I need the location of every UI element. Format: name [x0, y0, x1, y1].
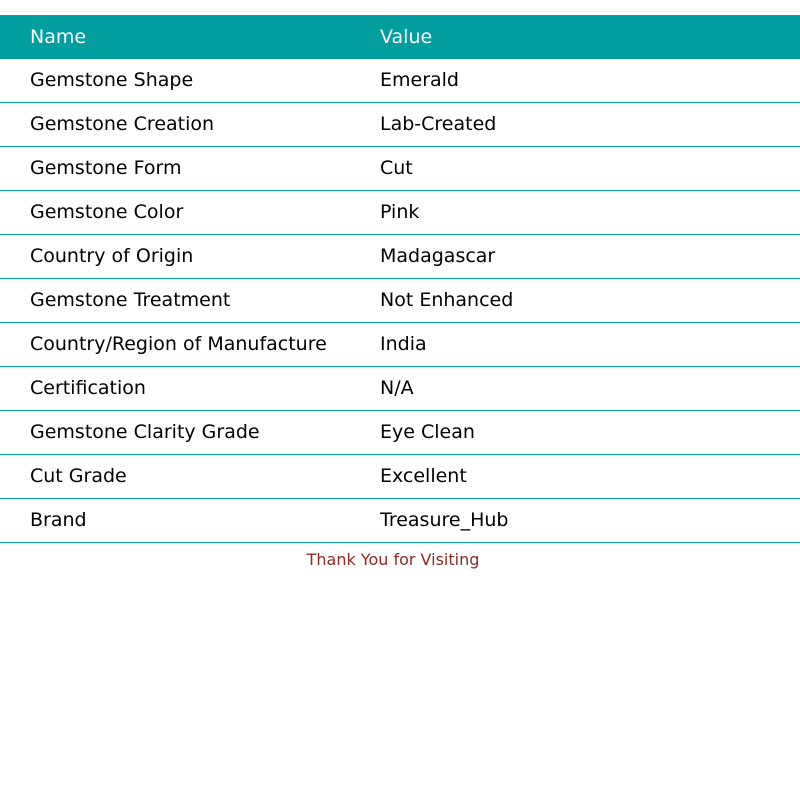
table-row [0, 323, 800, 367]
table-row [0, 367, 800, 411]
row-name: Certification [0, 367, 380, 411]
row-name: Country of Origin [0, 235, 380, 279]
table-row [0, 59, 800, 103]
row-name: Gemstone Form [0, 147, 380, 191]
table-row [0, 411, 800, 455]
table-row [0, 455, 800, 499]
table-header-row [0, 15, 800, 59]
row-name: Gemstone Clarity Grade [0, 411, 380, 455]
row-name: Gemstone Color [0, 191, 380, 235]
table-row [0, 279, 800, 323]
row-value: Madagascar [380, 235, 800, 279]
row-name: Cut Grade [0, 455, 380, 499]
thank-you-message: Thank You for Visiting [306, 550, 480, 569]
row-value: Lab-Created [380, 103, 800, 147]
row-value: Emerald [380, 59, 800, 103]
row-value: Excellent [380, 455, 800, 499]
row-value: Treasure_Hub [380, 499, 800, 543]
table-row [0, 147, 800, 191]
table-row [0, 103, 800, 147]
table-row [0, 235, 800, 279]
header-name: Name [0, 15, 380, 59]
header-value: Value [380, 15, 800, 59]
row-value: Not Enhanced [380, 279, 800, 323]
specifications-table [0, 15, 800, 543]
table-row [0, 191, 800, 235]
table-row [0, 499, 800, 543]
row-name: Brand [0, 499, 380, 543]
row-name: Gemstone Treatment [0, 279, 380, 323]
row-name: Country/Region of Manufacture [0, 323, 380, 367]
row-value: Pink [380, 191, 800, 235]
row-name: Gemstone Shape [0, 59, 380, 103]
row-value: India [380, 323, 800, 367]
row-name: Gemstone Creation [0, 103, 380, 147]
row-value: N/A [380, 367, 800, 411]
row-value: Eye Clean [380, 411, 800, 455]
row-value: Cut [380, 147, 800, 191]
